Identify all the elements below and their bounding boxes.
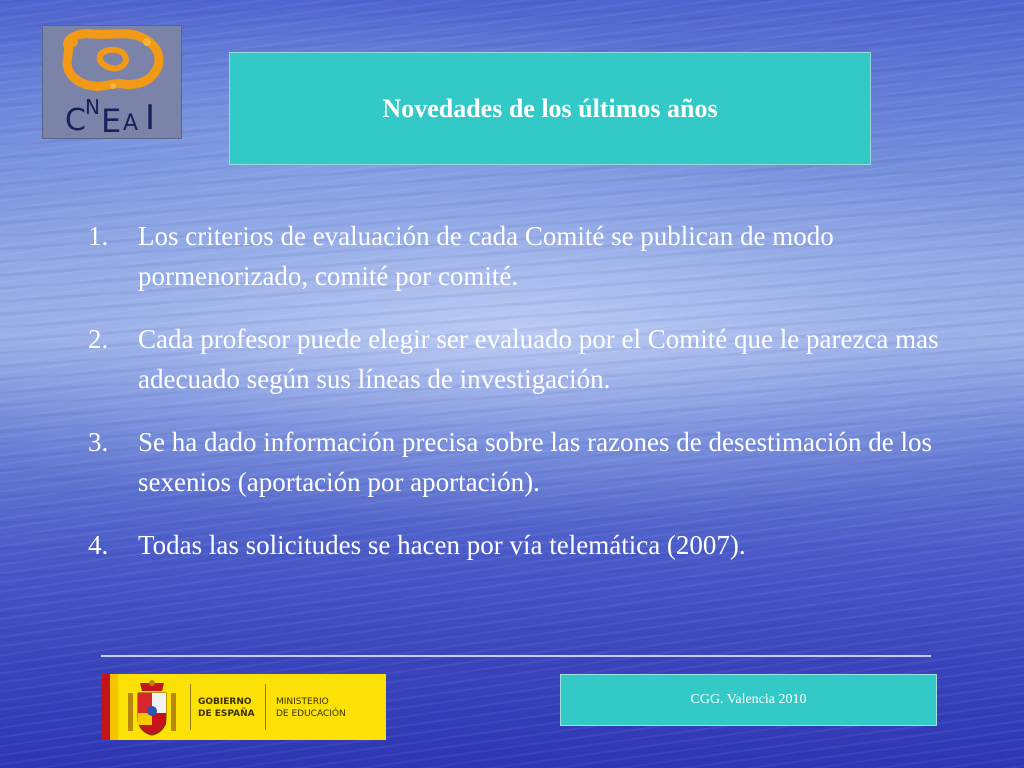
flag-stripe-red — [102, 674, 110, 740]
news-list — [88, 216, 968, 588]
logo-letter-n: N — [85, 95, 100, 119]
cneai-emblem-icon — [43, 26, 181, 138]
logo-letter-c: C — [65, 103, 86, 138]
list-item-text: Todas las solicitudes se hacen por vía telemática (2007). — [138, 530, 746, 560]
list-item-number: 3. — [88, 427, 109, 457]
logo-letter-e: E — [101, 102, 122, 138]
list-item-text: Cada profesor puede elegir ser evaluado por el Comité que le parezca mas adecuado según sus líneas de investigación. — [138, 324, 939, 394]
espana-line: DE ESPAÑA — [198, 709, 255, 719]
logo-letter-i: I — [145, 98, 156, 138]
cneai-logo — [42, 25, 182, 139]
gobierno-line: GOBIERNO — [198, 697, 252, 707]
list-item-text: Se ha dado información precisa sobre las razones de desestimación de los sexenios (aportación por aportación). — [138, 427, 932, 497]
ministerio-line: MINISTERIO — [276, 697, 329, 707]
educacion-line: DE EDUCACIÓN — [276, 709, 346, 719]
slide-title-box — [229, 52, 871, 165]
footer-box — [560, 674, 937, 726]
list-item — [88, 319, 968, 399]
flag-stripe-yellow — [110, 674, 118, 740]
list-item-number: 1. — [88, 221, 109, 251]
logo-separator — [265, 684, 266, 730]
spain-coat-of-arms-icon — [124, 679, 180, 737]
footer-divider — [101, 655, 931, 657]
gobierno-text — [198, 696, 255, 720]
government-logo — [102, 674, 386, 740]
footer-text: CGG. Valencia 2010 — [690, 692, 807, 707]
list-item — [88, 525, 968, 565]
list-item-text: Los criterios de evaluación de cada Comité se publican de modo pormenorizado, comité por comité. — [138, 221, 834, 291]
list-item — [88, 422, 968, 502]
list-item — [88, 216, 968, 296]
list-item-number: 2. — [88, 324, 109, 354]
ministerio-text — [276, 696, 346, 720]
list-item-number: 4. — [88, 530, 109, 560]
logo-separator — [190, 684, 191, 730]
logo-letter-a: A — [123, 111, 139, 136]
slide-title: Novedades de los últimos años — [382, 93, 718, 123]
